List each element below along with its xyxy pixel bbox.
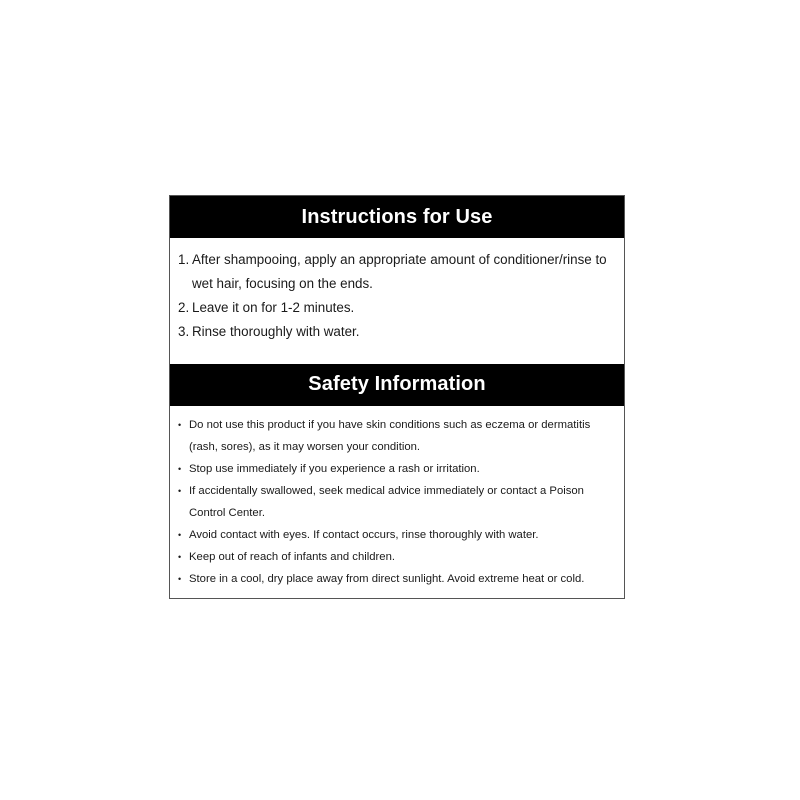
instructions-title: Instructions for Use <box>170 196 624 238</box>
safety-text: If accidentally swallowed, seek medical advice immediately or contact a Poison Control Center. <box>189 485 584 519</box>
safety-item <box>178 414 610 458</box>
instruction-step <box>178 320 610 344</box>
safety-text: Store in a cool, dry place away from direct sunlight. Avoid extreme heat or cold. <box>189 573 585 585</box>
bullet-icon: • <box>178 486 182 496</box>
instruction-step <box>178 296 610 320</box>
instructions-list <box>170 238 624 344</box>
step-number: 1. <box>178 252 190 267</box>
safety-text: Avoid contact with eyes. If contact occurs, rinse thoroughly with water. <box>189 529 539 541</box>
bullet-icon: • <box>178 574 182 584</box>
step-text: Rinse thoroughly with water. <box>192 324 360 339</box>
step-text: After shampooing, apply an appropriate amount of conditioner/rinse to wet hair, focusing on the ends. <box>192 252 607 291</box>
label-card <box>169 195 625 599</box>
safety-item <box>178 524 610 546</box>
safety-list <box>170 406 624 590</box>
safety-text: Keep out of reach of infants and children. <box>189 551 395 563</box>
safety-title: Safety Information <box>170 364 624 406</box>
step-number: 2. <box>178 300 190 315</box>
safety-item <box>178 546 610 568</box>
bullet-icon: • <box>178 552 182 562</box>
safety-text: Stop use immediately if you experience a rash or irritation. <box>189 463 480 475</box>
safety-item <box>178 458 610 480</box>
step-number: 3. <box>178 324 190 339</box>
step-text: Leave it on for 1-2 minutes. <box>192 300 355 315</box>
bullet-icon: • <box>178 420 182 430</box>
safety-item <box>178 568 610 590</box>
bullet-icon: • <box>178 464 182 474</box>
instruction-step <box>178 248 610 296</box>
bullet-icon: • <box>178 530 182 540</box>
safety-item <box>178 480 610 524</box>
safety-text: Do not use this product if you have skin conditions such as eczema or dermatitis (rash, sores), as it may worsen your condition. <box>189 419 591 453</box>
